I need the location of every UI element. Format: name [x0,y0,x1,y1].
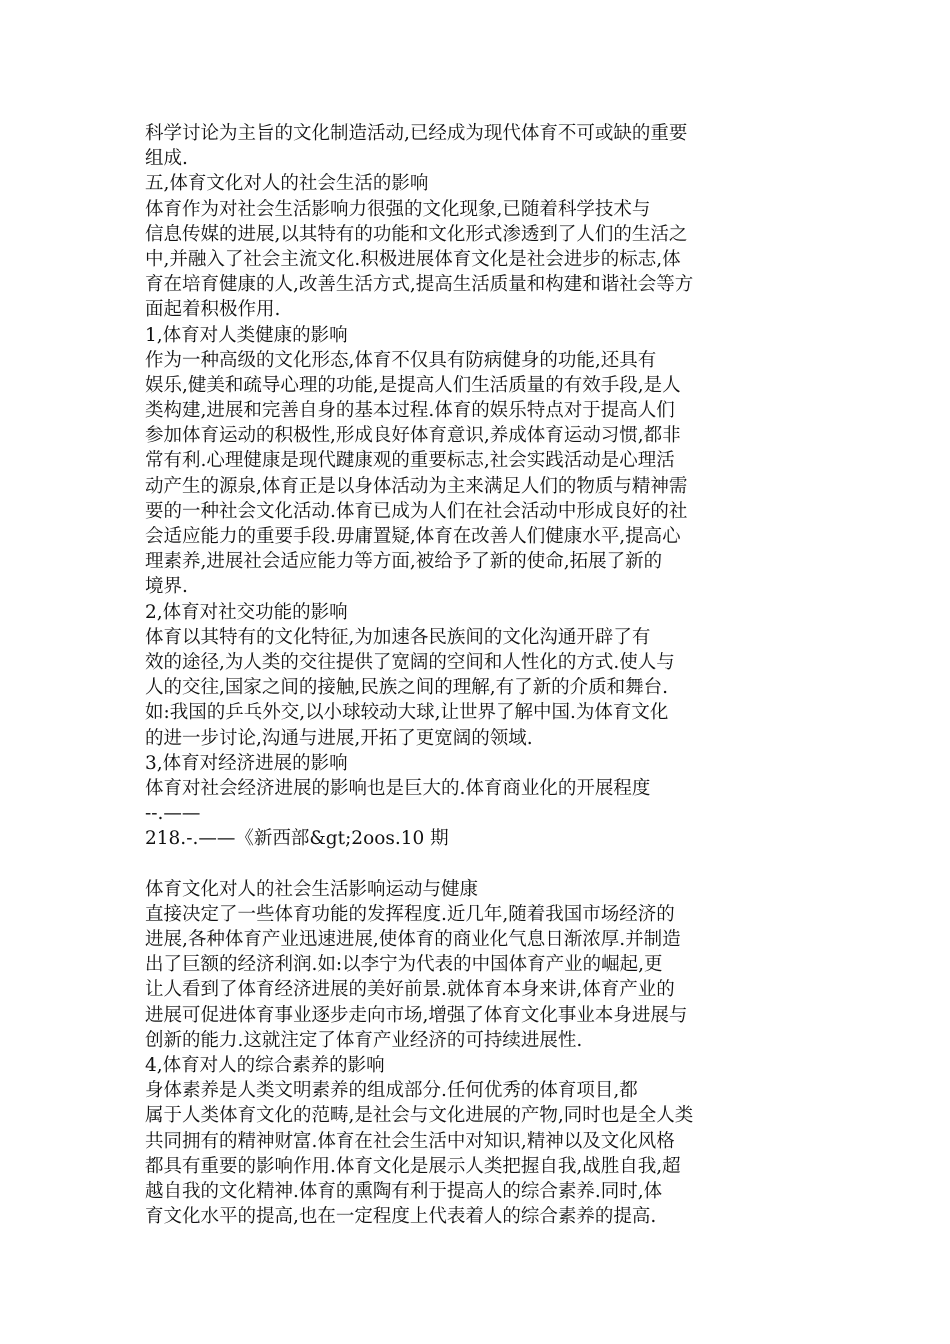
text-line: 身体素养是人类文明素养的组成部分.任何优秀的体育项目,都 [145,1080,638,1102]
text-line: 会适应能力的重要手段.毋庸置疑,体育在改善人们健康水平,提高心 [145,526,681,547]
text-line: 参加体育运动的积极性,形成良好体育意识,养成体育运动习惯,都非 [145,425,681,447]
text-line: 类构建,进展和完善自身的基本过程.体育的娱乐特点对于提高人们 [145,400,675,422]
text-line: 体育对社会经济进展的影响也是巨大的.体育商业化的开展程度 [145,777,651,799]
subsection-heading: 4,体育对人的综合素养的影响 [145,1054,385,1076]
text-line: 创新的能力.这就注定了体育产业经济的可持续进展性. [145,1029,583,1051]
subsection-heading: 1,体育对人类健康的影响 [145,324,348,346]
text-line: 都具有重要的影响作用.体育文化是展示人类把握自我,战胜自我,超 [145,1155,681,1177]
text-line: 境界. [145,576,188,598]
text-line: 进展,各种体育产业迅速进展,使体育的商业化气息日渐浓厚.并制造 [145,929,681,950]
text-line: 共同拥有的精神财富.体育在社会生活中对知识,精神以及文化风格 [145,1130,675,1152]
text-line: 作为一种高级的文化形态,体育不仅具有防病健身的功能,还具有 [145,349,657,371]
subsection-heading: 3,体育对经济进展的影响 [145,752,348,774]
text-line: 人的交往,国家之间的接触,民族之间的理解,有了新的介质和舞台. [145,677,669,699]
text-line: 面起着积极作用. [145,299,281,321]
text-line: 如:我国的乒乓外交,以小球较动大球,让世界了解中国.为体育文化 [145,702,669,724]
blank-line [145,851,725,876]
text-line: 动产生的源泉,体育正是以身体活动为主来满足人们的物质与精神需 [145,475,688,497]
page-footer: 218.-.——《新西部&gt;2oos.10 期 [145,828,449,850]
text-line: 让人看到了体育经济进展的美好前景.就体育本身来讲,体育产业的 [145,979,675,1001]
text-line: 出了巨额的经济利润.如:以李宁为代表的中国体育产业的崛起,更 [145,954,663,976]
text-line: 体育作为对社会生活影响力很强的文化现象,已随着科学技术与 [145,198,651,220]
text-line: 科学讨论为主旨的文化制造活动,已经成为现代体育不可或缺的重要 [145,123,688,144]
text-line: 的进一步讨论,沟通与进展,开拓了更宽阔的领域. [145,727,533,749]
text-line: 要的一种社会文化活动.体育已成为人们在社会活动中形成良好的社 [145,500,688,522]
subsection-heading: 2,体育对社交功能的影响 [145,601,348,623]
text-line: 中,并融入了社会主流文化.积极进展体育文化是社会进步的标志,体 [145,248,681,270]
text-line: 信息传媒的进展,以其特有的功能和文化形式渗透到了人们的生活之 [145,223,688,245]
text-line: 理素养,进展社会适应能力等方面,被给予了新的使命,拓展了新的 [145,551,663,573]
text-line: 直接决定了一些体育功能的发挥程度.近几年,随着我国市场经济的 [145,903,675,925]
text-line: 常有利.心理健康是现代踺康观的重要标志,社会实践活动是心理活 [145,450,675,472]
text-line: 体育以其特有的文化特征,为加速各民族间的文化沟通开辟了有 [145,626,651,648]
text-line: 属于人类体育文化的范畴,是社会与文化进展的产物,同时也是全人类 [145,1105,694,1127]
text-line: 娱乐,健美和疏导心理的功能,是提高人们生活质量的有效手段,是人 [145,374,681,396]
text-line: 育文化水平的提高,也在一定程度上代表着人的综合素养的提高. [145,1206,657,1228]
text-line: 组成. [145,148,188,170]
page-header: 体育文化对人的社会生活影响运动与健康 [145,878,479,900]
document-body [145,121,725,1229]
text-line: 越自我的文化精神.体育的熏陶有利于提高人的综合素养.同时,体 [145,1180,663,1202]
text-line: 效的途径,为人类的交往提供了宽阔的空间和人性化的方式.使人与 [145,651,675,673]
text-line: 进展可促进体育事业逐步走向市场,增强了体育文化事业本身进展与 [145,1004,688,1026]
separator-line: --.—— [145,803,201,825]
text-line: 育在培育健康的人,改善生活方式,提高生活质量和构建和谐社会等方 [145,274,694,296]
section-heading: 五,体育文化对人的社会生活的影响 [145,173,429,195]
